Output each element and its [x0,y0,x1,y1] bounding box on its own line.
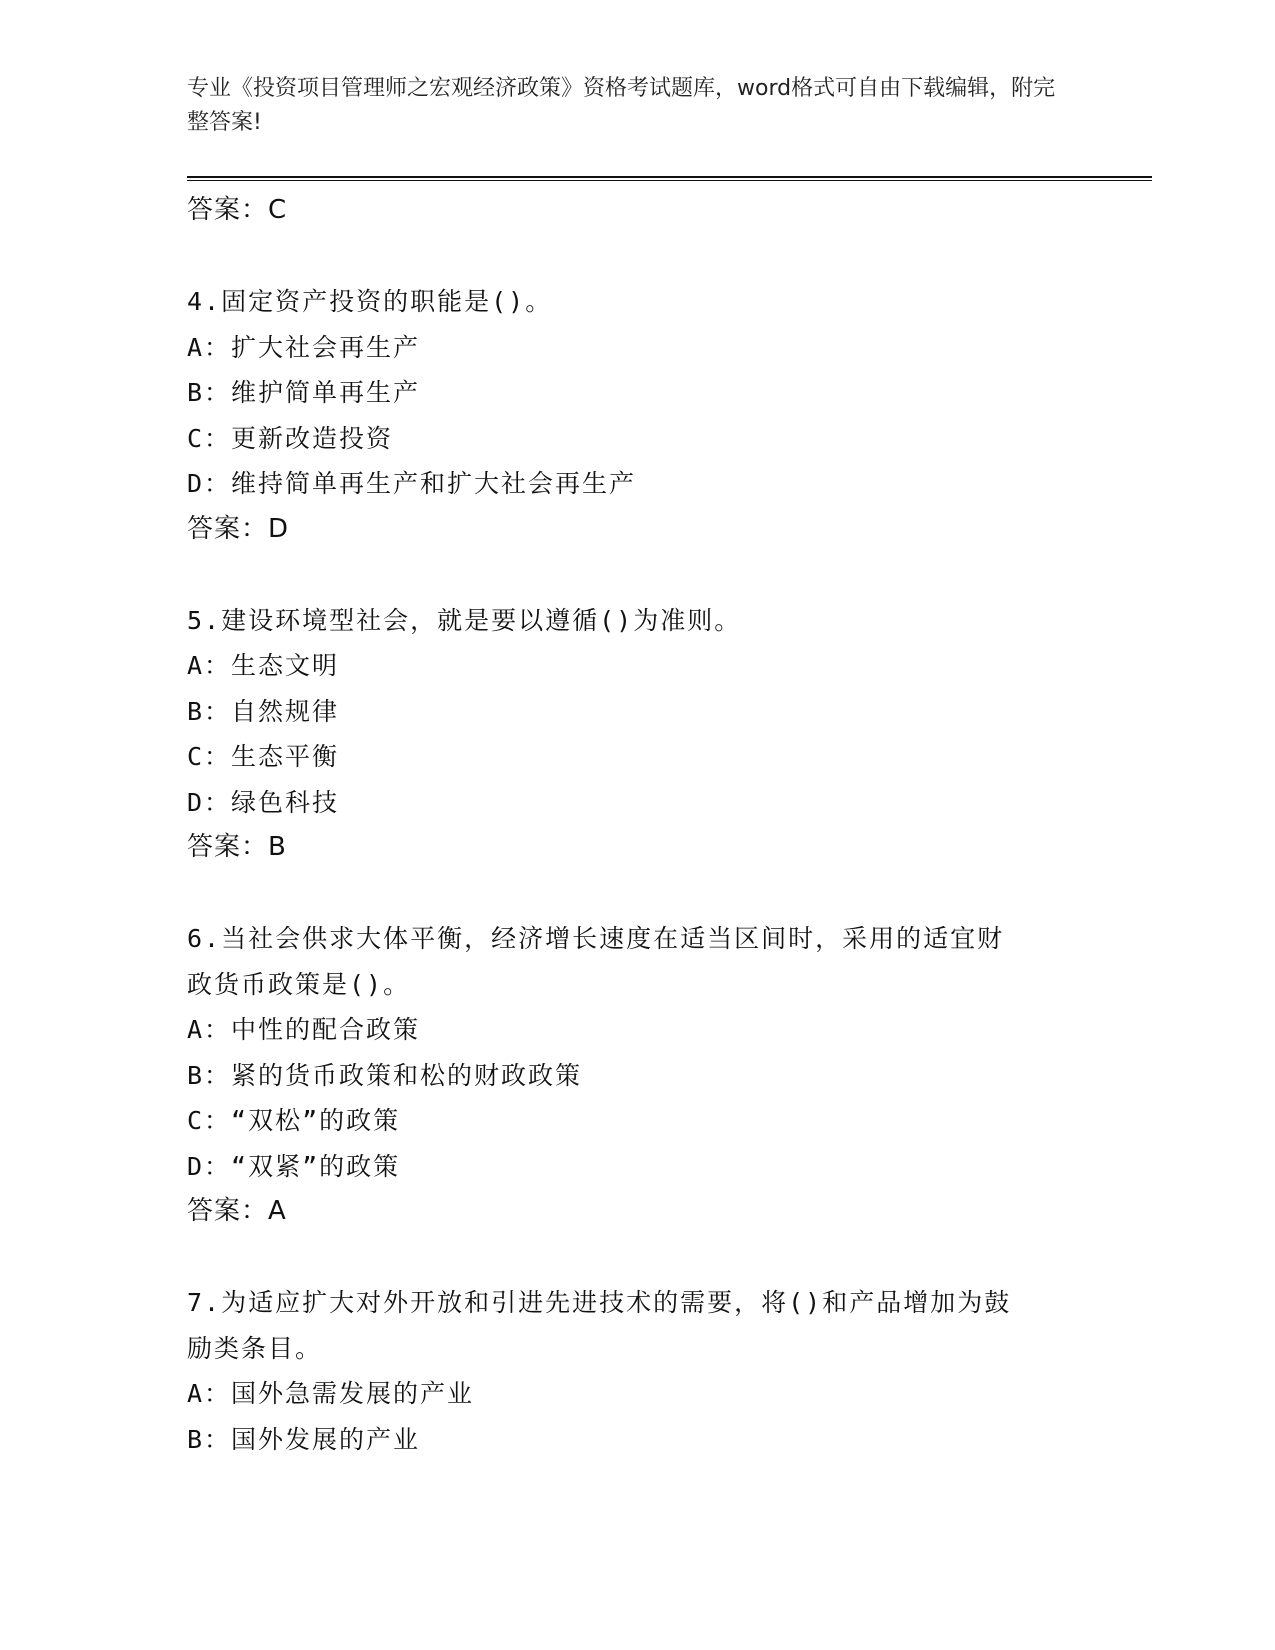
option-b: B：维护简单再生产 [187,378,421,407]
answer-line: 答案：B [187,832,287,862]
option-c: C：生态平衡 [187,742,340,771]
option-a: A：扩大社会再生产 [187,332,421,362]
option-b: B：自然规律 [187,696,340,726]
question-stem-line-1: 6.当社会供求大体平衡，经济增长速度在适当区间时，采用的适宜财 [187,924,1005,953]
option-c: C：更新改造投资 [187,423,394,453]
option-c: C：“双松”的政策 [187,1106,401,1135]
question-stem-line-2: 政货币政策是()。 [187,969,411,999]
answer-line: 答案：C [187,195,288,225]
option-a: A：中性的配合政策 [187,1015,421,1044]
option-d: D：维持简单再生产和扩大社会再生产 [187,469,637,498]
question-stem: 4.固定资产投资的职能是()。 [187,287,553,316]
option-a: A：生态文明 [187,651,340,680]
question-list [187,188,1087,1462]
header-divider [187,176,1152,181]
question-block [187,1280,1087,1462]
option-b: B：紧的货币政策和松的财政政策 [187,1060,583,1090]
question-stem-line-1: 7.为适应扩大对外开放和引进先进技术的需要，将()和产品增加为鼓 [187,1288,1012,1317]
question-stem-line-2: 励类条目。 [187,1333,323,1363]
document-header: 专业《投资项目管理师之宏观经济政策》资格考试题库，word格式可自由下载编辑，附完整答案! [187,76,1056,135]
option-b: B：国外发展的产业 [187,1424,421,1454]
option-d: D：绿色科技 [187,787,340,817]
option-d: D：“双紧”的政策 [187,1151,401,1181]
question-block [187,598,1087,871]
answer-line: 答案：A [187,1196,287,1226]
question-block [187,916,1087,1235]
answer-line: 答案：D [187,513,290,544]
question-stem: 5.建设环境型社会，就是要以遵循()为准则。 [187,605,742,635]
option-a: A：国外急需发展的产业 [187,1379,475,1408]
question-block [187,279,1087,552]
